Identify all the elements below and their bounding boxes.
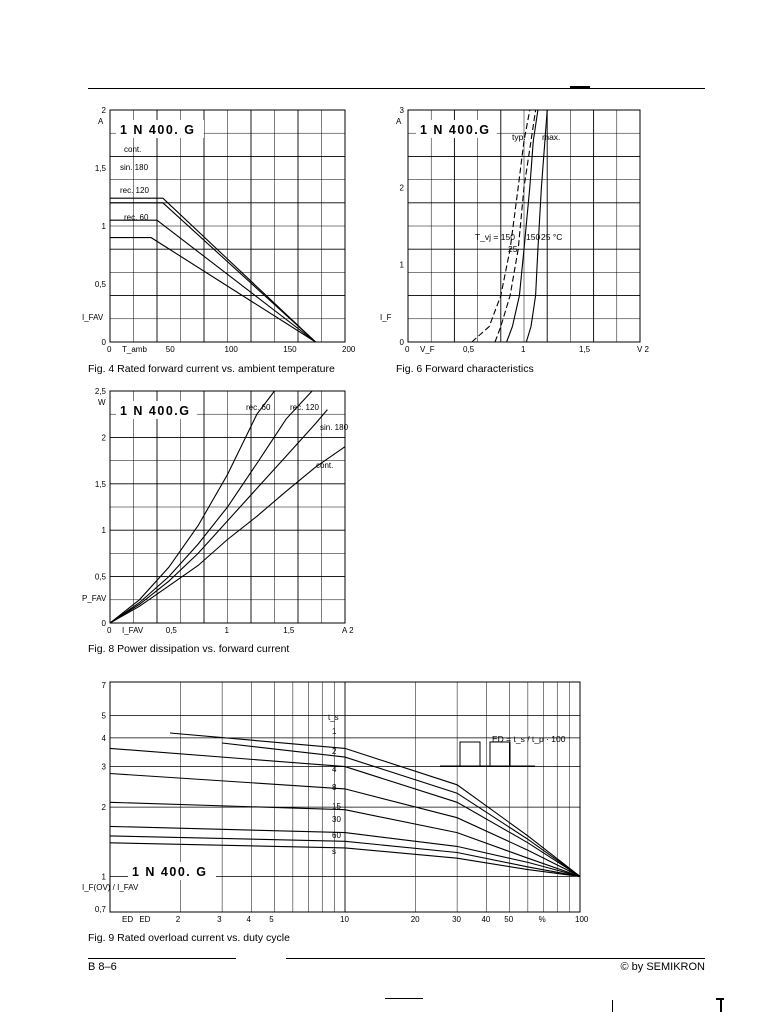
x-tick-label: 1 bbox=[224, 626, 229, 635]
series-label: rec. 120 bbox=[290, 403, 319, 412]
y-tick-label: 4 bbox=[101, 733, 106, 743]
chart-fig6-forward-characteristics bbox=[380, 100, 650, 365]
y-tick-label: 1 bbox=[399, 260, 404, 270]
x-axis-label: T_amb bbox=[122, 345, 147, 354]
x-tick-label: 20 bbox=[410, 915, 420, 924]
series-label: rec. 120 bbox=[120, 186, 149, 195]
x-tick-label: 150 bbox=[283, 345, 297, 354]
y-tick-label: 5 bbox=[101, 711, 106, 721]
chart-title: 1 N 400. G bbox=[120, 123, 196, 137]
y-tick-label: 2,5 bbox=[94, 387, 106, 396]
annotation: 150 bbox=[526, 232, 541, 242]
y-tick-label: 2 bbox=[399, 183, 404, 193]
x-tick-label: 2 bbox=[175, 915, 181, 924]
x-tick-label: 50 bbox=[504, 915, 514, 924]
y-tick-label: 0 bbox=[101, 619, 106, 628]
header-rule bbox=[88, 88, 705, 89]
legend-title: t_s bbox=[328, 713, 339, 722]
series-label: 60 bbox=[332, 831, 341, 840]
x-tick-label: 10 bbox=[340, 915, 349, 924]
x-tick-label: ED bbox=[139, 915, 151, 924]
y-unit-label: A bbox=[98, 117, 104, 126]
series-label: 4 bbox=[332, 765, 337, 774]
chart-fig9-rated-overload-current bbox=[70, 672, 600, 934]
y-tick-label: 0,5 bbox=[94, 280, 106, 289]
footer-rule-left bbox=[88, 958, 236, 959]
y-tick-label: 2 bbox=[101, 803, 106, 813]
chart-title: 1 N 400. G bbox=[132, 865, 208, 879]
x-tick-label: 1,5 bbox=[579, 345, 591, 354]
series-label: 30 bbox=[332, 815, 341, 824]
x-tick-label: 4 bbox=[246, 915, 251, 924]
series-label: 2 bbox=[332, 747, 337, 756]
footer-mark bbox=[385, 998, 423, 999]
x-tick-label: 100 bbox=[224, 345, 238, 354]
annotation: ED = t_s / t_p · 100 bbox=[492, 734, 566, 744]
series-label: s bbox=[332, 847, 336, 856]
pulse-inset-1 bbox=[460, 742, 480, 766]
y-tick-label: 1,5 bbox=[94, 164, 106, 173]
series-label: cont. bbox=[124, 145, 142, 154]
y-tick-label: 1 bbox=[101, 222, 106, 231]
pulse-inset-2 bbox=[490, 742, 510, 766]
page-number: B 8–6 bbox=[88, 961, 117, 973]
x-tick-label: 100 bbox=[575, 915, 589, 924]
series-line-2 bbox=[222, 743, 580, 876]
x-tick-label: 5 bbox=[269, 915, 274, 924]
y-axis-label: I_F(OV) / I_FAV bbox=[82, 883, 139, 892]
series-line-rec-60 bbox=[110, 238, 316, 342]
x-tick-label: 0 bbox=[107, 345, 112, 354]
y-tick-label: 3 bbox=[101, 762, 106, 772]
x-tick-label: 0,5 bbox=[463, 345, 475, 354]
copyright: © by SEMIKRON bbox=[620, 961, 705, 973]
annotation: 25 °C bbox=[541, 232, 563, 242]
caption-fig8: Fig. 8 Power dissipation vs. forward current bbox=[88, 643, 290, 655]
x-tick-label: 0,5 bbox=[165, 626, 177, 635]
x-tick-label: 0 bbox=[405, 345, 410, 354]
y-axis-label: I_FAV bbox=[82, 313, 104, 322]
series-label: sin. 180 bbox=[320, 423, 349, 432]
chart-fig8-power-dissipation bbox=[80, 383, 360, 645]
y-tick-label: 1 bbox=[101, 526, 106, 536]
footer-mark-bracket bbox=[612, 1000, 613, 1012]
y-tick-label: 2 bbox=[101, 433, 106, 443]
x-axis-label: I_FAV bbox=[122, 626, 144, 635]
y-tick-label: 0 bbox=[399, 338, 404, 347]
x-tick-label: V 2 bbox=[637, 345, 650, 354]
footer-rule-right bbox=[286, 958, 705, 959]
chart-fig4-rated-forward-current bbox=[80, 100, 360, 365]
series-line-sin-180 bbox=[110, 410, 327, 623]
x-tick-label: 50 bbox=[165, 345, 175, 354]
series-label: sin. 180 bbox=[120, 163, 149, 172]
annotation: 25 bbox=[508, 244, 518, 254]
series-label: cont. bbox=[316, 461, 334, 470]
y-axis-label: I_F bbox=[380, 313, 392, 322]
chart-title: 1 N 400.G bbox=[120, 404, 191, 418]
annotation: typ. bbox=[512, 132, 526, 142]
x-tick-label: 3 bbox=[217, 915, 222, 924]
y-tick-label: 7 bbox=[101, 680, 106, 690]
footer-mark-stem bbox=[720, 998, 722, 1012]
series-label: 15 bbox=[332, 802, 341, 811]
x-tick-label: 0 bbox=[107, 626, 112, 635]
y-tick-label: 0 bbox=[101, 338, 106, 347]
y-tick-label: 0,5 bbox=[94, 572, 106, 582]
y-axis-label: P_FAV bbox=[82, 594, 107, 603]
x-tick-label: A 2 bbox=[342, 626, 354, 635]
x-tick-label: 1 bbox=[521, 345, 526, 354]
annotation: max. bbox=[542, 132, 561, 142]
y-unit-label: A bbox=[396, 117, 402, 126]
y-tick-label: 3 bbox=[399, 106, 404, 115]
y-tick-label: 1 bbox=[101, 872, 106, 882]
y-unit-label: W bbox=[98, 398, 106, 407]
series-label: rec. 60 bbox=[246, 403, 271, 412]
caption-fig6: Fig. 6 Forward characteristics bbox=[396, 363, 534, 375]
caption-fig9: Fig. 9 Rated overload current vs. duty cycle bbox=[88, 932, 290, 944]
x-tick-label: % bbox=[538, 915, 546, 924]
y-tick-label: 0,7 bbox=[94, 905, 106, 915]
series-line-rec-120 bbox=[110, 220, 316, 342]
x-tick-label: 200 bbox=[342, 345, 356, 354]
series-label: 8 bbox=[332, 783, 337, 792]
series-label: rec. 60 bbox=[124, 213, 149, 222]
chart-title: 1 N 400.G bbox=[420, 123, 491, 137]
header-rule-accent bbox=[570, 86, 590, 88]
annotation: T_vj = 150 bbox=[475, 232, 515, 242]
x-axis-label: V_F bbox=[420, 345, 435, 354]
y-tick-label: 2 bbox=[101, 106, 106, 115]
x-axis-label: ED bbox=[122, 915, 134, 924]
x-tick-label: 1,5 bbox=[283, 626, 295, 635]
x-tick-label: 30 bbox=[452, 915, 462, 924]
caption-fig4: Fig. 4 Rated forward current vs. ambient temperature bbox=[88, 363, 335, 375]
series-label: 1 bbox=[332, 727, 337, 736]
y-tick-label: 1,5 bbox=[94, 479, 106, 489]
x-tick-label: 40 bbox=[481, 915, 491, 924]
